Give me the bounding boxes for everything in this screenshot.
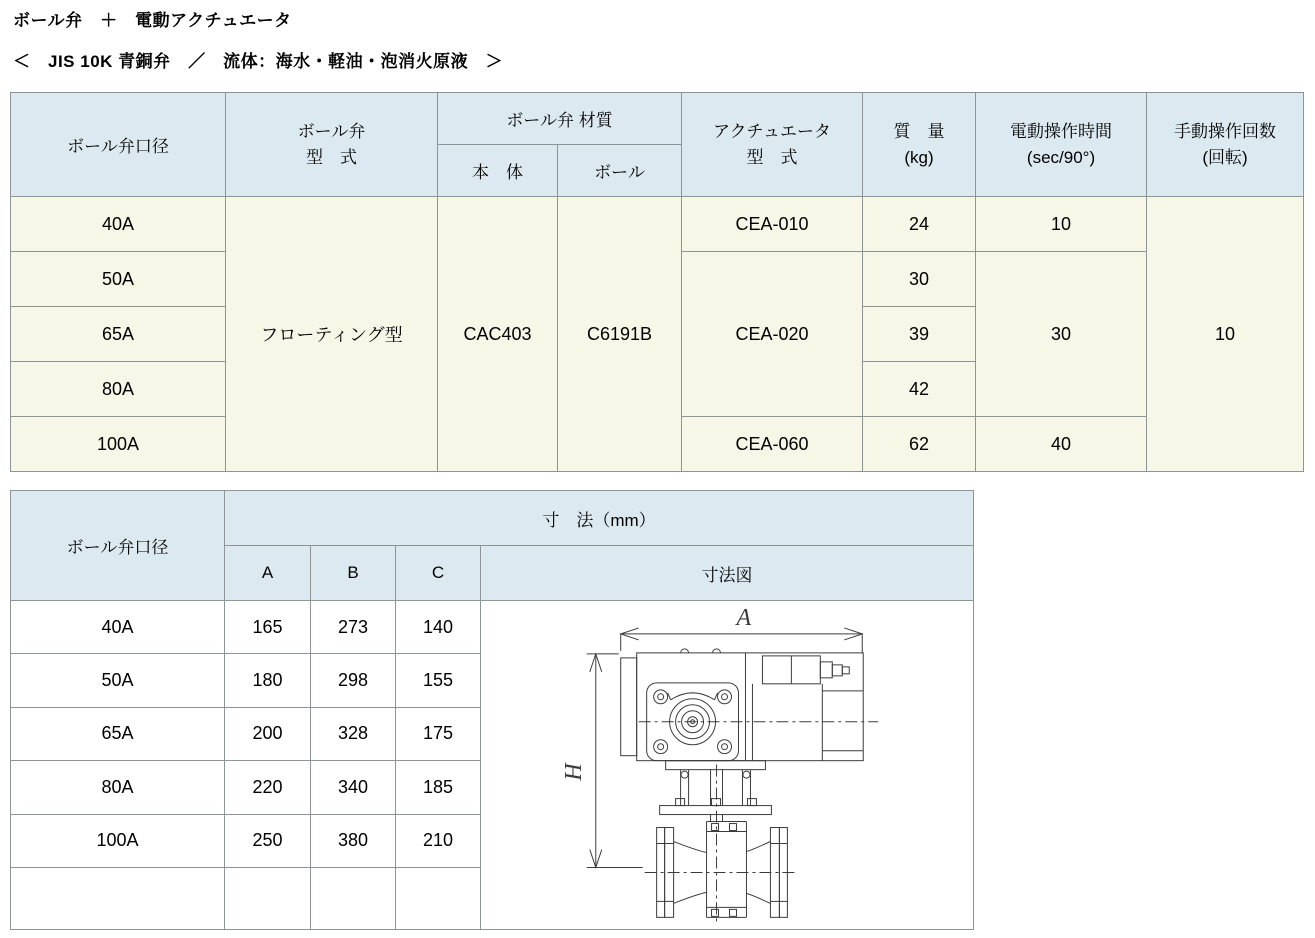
dims-a-cell: 200 (225, 707, 311, 760)
spec-header-material-body: 本 体 (438, 145, 558, 197)
spec-mass-cell: 24 (863, 197, 976, 252)
dims-header-c: C (396, 546, 481, 601)
title-block (13, 6, 503, 72)
spec-mass-cell: 62 (863, 417, 976, 472)
spec-bore-cell: 50A (11, 252, 226, 307)
page-subtitle: ＜ JIS 10K 青銅弁 ／ 流体：海水・軽油・泡消火原液 ＞ (13, 52, 504, 71)
spec-electric-time-cell: 40 (976, 417, 1147, 472)
dims-bore-cell: 65A (11, 707, 225, 760)
spec-actuator-cell: CEA-010 (682, 197, 863, 252)
dims-a-cell: 250 (225, 814, 311, 867)
spec-header-actuator-line2: 型 式 (746, 147, 798, 167)
dims-header-bore: ボール弁口径 (11, 491, 225, 601)
spec-material-body-cell: CAC403 (438, 197, 558, 472)
dims-c-cell: 185 (396, 761, 481, 814)
dims-b-cell-empty (311, 867, 396, 929)
dims-header-a: A (225, 546, 311, 601)
dims-c-cell-empty (396, 867, 481, 929)
dims-c-cell: 175 (396, 707, 481, 760)
spec-mass-cell: 39 (863, 307, 976, 362)
dims-row-40a (11, 601, 974, 654)
dims-bore-cell: 100A (11, 814, 225, 867)
dims-bore-cell-empty (11, 867, 225, 929)
valve-actuator-diagram (481, 601, 973, 929)
spec-header-electric-time-line2: (sec/90°) (1026, 147, 1096, 167)
dims-b-cell: 273 (311, 601, 396, 654)
dimension-table (10, 490, 974, 930)
dims-bore-cell: 80A (11, 761, 225, 814)
spec-mass-cell: 42 (863, 362, 976, 417)
spec-header-actuator-line1: アクチュエータ (713, 121, 831, 141)
spec-row-40a (11, 197, 1304, 252)
spec-electric-time-cell: 10 (976, 197, 1147, 252)
dims-c-cell: 140 (396, 601, 481, 654)
spec-header-mass-line2: (kg) (904, 147, 934, 167)
spec-electric-time-cell: 30 (976, 252, 1147, 417)
page-title: ボール弁 ＋ 電動アクチュエータ (13, 11, 292, 30)
dims-a-cell: 220 (225, 761, 311, 814)
spec-header-valve-type (226, 93, 438, 197)
spec-header-material-group: ボール弁 材質 (438, 93, 682, 145)
spec-actuator-cell: CEA-060 (682, 417, 863, 472)
spec-header-manual-turns-line1: 手動操作回数 (1174, 121, 1277, 141)
figure-dim-label-h: H (560, 763, 587, 781)
dims-header-group: 寸 法（mm） (225, 491, 974, 546)
spec-header-electric-time-line1: 電動操作時間 (1010, 121, 1113, 141)
spec-material-ball-cell: C6191B (558, 197, 682, 472)
spec-bore-cell: 80A (11, 362, 226, 417)
spec-header-valve-type-line1: ボール弁 (297, 121, 366, 141)
dims-b-cell: 298 (311, 654, 396, 707)
spec-header-bore: ボール弁口径 (11, 93, 226, 197)
spec-header-actuator (682, 93, 863, 197)
spec-manual-turns-cell: 10 (1147, 197, 1304, 472)
dims-bore-cell: 40A (11, 601, 225, 654)
spec-header-mass (863, 93, 976, 197)
spec-bore-cell: 100A (11, 417, 226, 472)
dims-b-cell: 328 (311, 707, 396, 760)
dims-bore-cell: 50A (11, 654, 225, 707)
figure-dim-label-a: A (736, 604, 752, 631)
dims-b-cell: 380 (311, 814, 396, 867)
spec-header-material-ball: ボール (558, 145, 682, 197)
spec-actuator-cell: CEA-020 (682, 252, 863, 417)
dims-a-cell: 180 (225, 654, 311, 707)
spec-bore-cell: 40A (11, 197, 226, 252)
spec-header-electric-time (976, 93, 1147, 197)
dims-c-cell: 210 (396, 814, 481, 867)
dims-header-b: B (311, 546, 396, 601)
spec-valve-type-cell: フローティング型 (226, 197, 438, 472)
spec-table (10, 92, 1304, 472)
dims-a-cell: 165 (225, 601, 311, 654)
dims-b-cell: 340 (311, 761, 396, 814)
dims-c-cell: 155 (396, 654, 481, 707)
spec-header-valve-type-line2: 型 式 (306, 147, 357, 167)
spec-header-manual-turns (1147, 93, 1304, 197)
spec-header-mass-line1: 質 量 (893, 121, 945, 141)
dimension-figure-cell (481, 601, 974, 930)
dims-a-cell-empty (225, 867, 311, 929)
spec-mass-cell: 30 (863, 252, 976, 307)
dims-header-figure: 寸法図 (481, 546, 974, 601)
spec-header-manual-turns-line2: (回転) (1202, 147, 1248, 167)
spec-bore-cell: 65A (11, 307, 226, 362)
